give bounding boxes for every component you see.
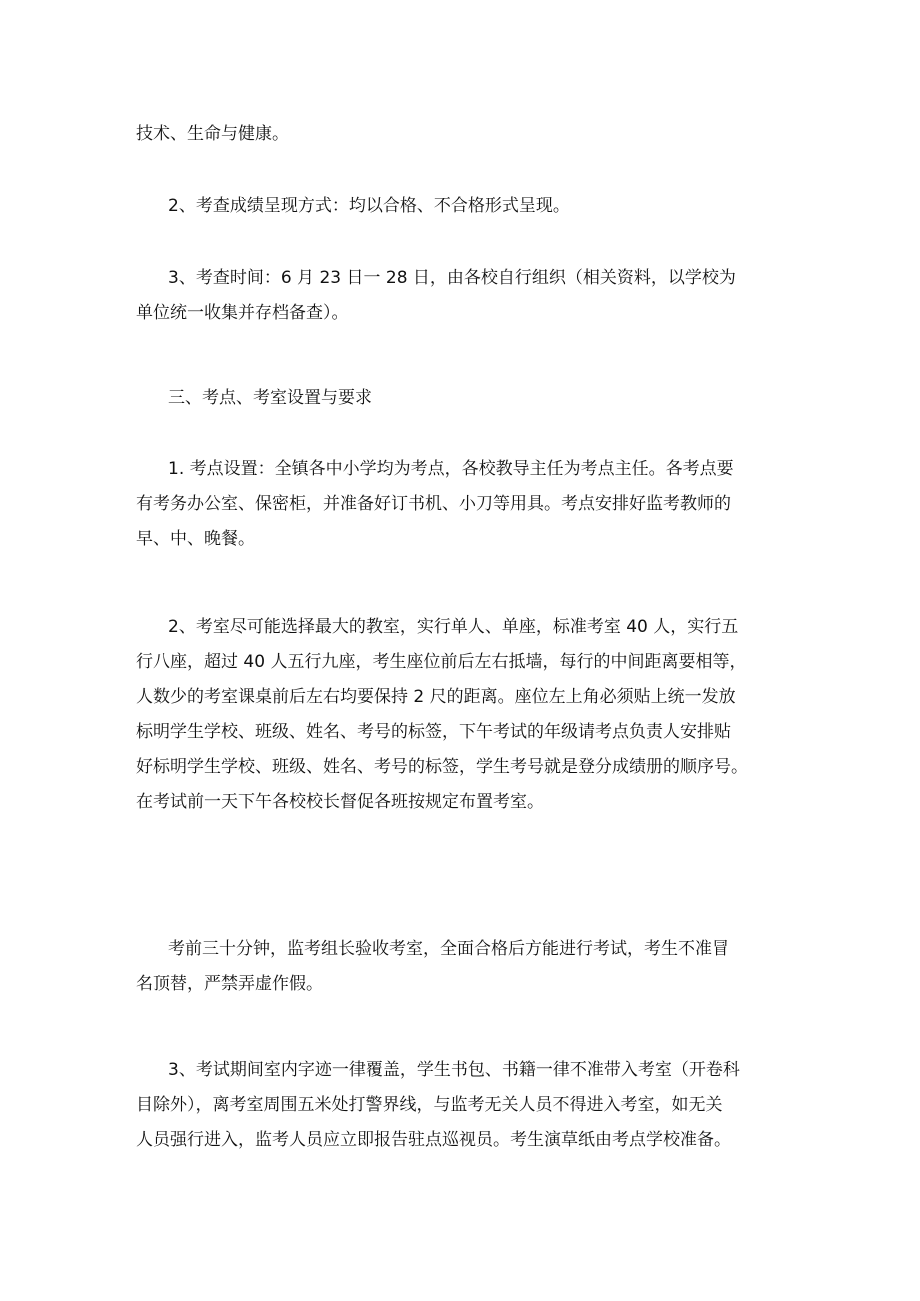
paragraph-exam-period-rules [136, 1053, 800, 1158]
text-line: 名顶替，严禁弄虚作假。 [136, 974, 323, 994]
text-line: 3、考试期间室内字迹一律覆盖，学生书包、书籍一律不准带入考室（开卷科 [168, 1060, 740, 1080]
text-line: 在考试前一天下午各校校长督促各班按规定布置考室。 [136, 792, 544, 812]
text-line: 3、考查时间：6 月 23 日一 28 日，由各校自行组织（相关资料，以学校为 [168, 268, 736, 288]
text-line: 技术、生命与健康。 [136, 124, 289, 144]
text-line: 人数少的考室课桌前后左右均要保持 2 尺的距离。座位左上角必须贴上统一发放 [136, 687, 736, 707]
paragraph-exam-room [136, 610, 800, 820]
text-line: 早、中、晚餐。 [136, 529, 255, 549]
paragraph-score-format [136, 189, 800, 224]
section-heading-exam-venues [136, 381, 800, 416]
text-line: 目除外），离考室周围五米处打警界线，与监考无关人员不得进入考室，如无关 [136, 1095, 723, 1115]
text-line: 单位统一收集并存档备查）。 [136, 303, 349, 323]
text-line: 2、考查成绩呈现方式：均以合格、不合格形式呈现。 [168, 196, 570, 216]
text-line: 有考务办公室、保密柜，并准备好订书机、小刀等用具。考点安排好监考教师的 [136, 494, 731, 514]
text-line: 好标明学生学校、班级、姓名、考号的标签，学生考号就是登分成绩册的顺序号。 [136, 757, 748, 777]
text-line: 标明学生学校、班级、姓名、考号的标签，下午考试的年级请考点负责人安排贴 [136, 722, 731, 742]
text-line: 三、考点、考室设置与要求 [168, 388, 372, 408]
paragraph-pre-exam-check [136, 932, 800, 1002]
paragraph-exam-time [136, 261, 800, 331]
text-line: 行八座，超过 40 人五行九座，考生座位前后左右抵墙，每行的中间距离要相等， [136, 652, 747, 672]
paragraph-venue-setup [136, 452, 800, 557]
text-line: 考前三十分钟，监考组长验收考室，全面合格后方能进行考试，考生不准冒 [168, 939, 729, 959]
text-line: 1. 考点设置：全镇各中小学均为考点，各校教导主任为考点主任。各考点要 [168, 459, 734, 479]
text-line: 2、考室尽可能选择最大的教室，实行单人、单座，标准考室 40 人，实行五 [168, 617, 739, 637]
paragraph-subjects-end [136, 117, 800, 152]
text-line: 人员强行进入，监考人员应立即报告驻点巡视员。考生演草纸由考点学校准备。 [136, 1130, 731, 1150]
